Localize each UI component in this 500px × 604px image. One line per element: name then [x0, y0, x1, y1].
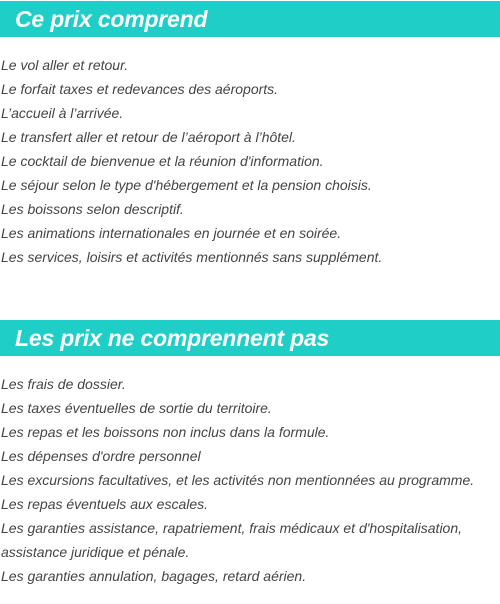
included-item: Le forfait taxes et redevances des aéroports. [1, 81, 279, 97]
excluded-section-header [0, 320, 500, 356]
excluded-list [1, 372, 496, 588]
included-item: Le cocktail de bienvenue et la réunion d'information. [1, 153, 324, 169]
included-list [1, 53, 496, 269]
included-item: Les services, loisirs et activités mentionnés sans supplément. [1, 249, 383, 265]
included-item: Les boissons selon descriptif. [1, 201, 184, 217]
included-section-header [0, 1, 500, 37]
excluded-item: Les frais de dossier. [1, 376, 126, 392]
excluded-section-title: Les prix ne comprennent pas [15, 324, 330, 351]
excluded-item: Les repas et les boissons non inclus dans la formule. [1, 424, 330, 440]
excluded-item: Les excursions facultatives, et les activités non mentionnées au programme. [1, 472, 475, 488]
excluded-item: Les garanties assistance, rapatriement, frais médicaux et d'hospitalisation, assistance juridique et pénale. [1, 520, 463, 560]
excluded-item: Les dépenses d'ordre personnel [1, 448, 201, 464]
included-item: L’accueil à l’arrivée. [1, 105, 124, 121]
excluded-item: Les garanties annulation, bagages, retard aérien. [1, 568, 307, 584]
included-item: Les animations internationales en journée et en soirée. [1, 225, 342, 241]
included-section-title: Ce prix comprend [15, 5, 208, 32]
included-item: Le transfert aller et retour de l’aéroport à l’hôtel. [1, 129, 296, 145]
excluded-item: Les repas éventuels aux escales. [1, 496, 209, 512]
excluded-item: Les taxes éventuelles de sortie du territoire. [1, 400, 272, 416]
included-item: Le vol aller et retour. [1, 57, 129, 73]
included-item: Le séjour selon le type d'hébergement et la pension choisis. [1, 177, 372, 193]
